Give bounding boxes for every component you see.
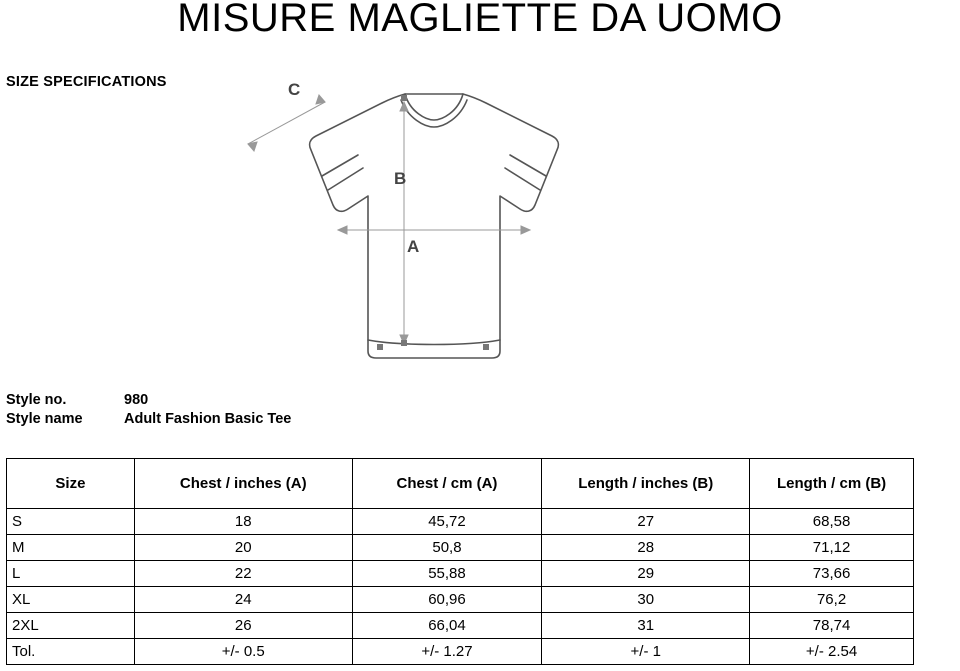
cell-length-cm: 78,74 [750, 613, 914, 639]
cell-size: XL [7, 587, 135, 613]
cell-size: 2XL [7, 613, 135, 639]
cell-size: Tol. [7, 639, 135, 665]
style-name-label: Style name [6, 411, 83, 427]
cell-chest-cm: 50,8 [352, 535, 542, 561]
table-row [7, 561, 914, 587]
cell-length-cm: 76,2 [750, 587, 914, 613]
style-number-row [6, 392, 291, 408]
cell-length-inches: 31 [542, 613, 750, 639]
size-specifications-label: SIZE SPECIFICATIONS [6, 74, 167, 90]
cell-chest-cm: 66,04 [352, 613, 542, 639]
cell-size: S [7, 509, 135, 535]
cell-chest-inches: 24 [134, 587, 352, 613]
style-number-value: 980 [124, 392, 149, 408]
style-number-label: Style no. [6, 392, 67, 408]
cell-length-inches: 28 [542, 535, 750, 561]
cell-length-inches: 30 [542, 587, 750, 613]
cell-length-inches: +/- 1 [542, 639, 750, 665]
cell-length-inches: 27 [542, 509, 750, 535]
cell-length-cm: 68,58 [750, 509, 914, 535]
diagram-label-a: A [407, 237, 420, 256]
page-title: MISURE MAGLIETTE DA UOMO [177, 0, 783, 40]
table-row [7, 587, 914, 613]
tshirt-diagram [230, 72, 610, 372]
cell-chest-inches: 18 [134, 509, 352, 535]
cell-chest-cm: 45,72 [352, 509, 542, 535]
cell-length-cm: +/- 2.54 [750, 639, 914, 665]
table-row [7, 613, 914, 639]
column-header-length-inches: Length / inches (B) [542, 459, 750, 509]
cell-chest-inches: +/- 0.5 [134, 639, 352, 665]
cell-chest-cm: 55,88 [352, 561, 542, 587]
style-info [6, 392, 291, 430]
cell-chest-inches: 26 [134, 613, 352, 639]
table-row [7, 509, 914, 535]
style-name-row [6, 411, 291, 427]
cell-length-inches: 29 [542, 561, 750, 587]
table-header-row [7, 459, 914, 509]
diagram-label-b: B [394, 169, 407, 188]
diagram-label-c: C [288, 80, 301, 99]
cell-chest-inches: 20 [134, 535, 352, 561]
cell-chest-inches: 22 [134, 561, 352, 587]
column-header-chest-inches: Chest / inches (A) [134, 459, 352, 509]
cell-chest-cm: +/- 1.27 [352, 639, 542, 665]
cell-length-cm: 73,66 [750, 561, 914, 587]
size-table [6, 458, 914, 665]
column-header-chest-cm: Chest / cm (A) [352, 459, 542, 509]
style-name-value: Adult Fashion Basic Tee [124, 411, 292, 427]
cell-size: M [7, 535, 135, 561]
table-row [7, 535, 914, 561]
column-header-length-cm: Length / cm (B) [750, 459, 914, 509]
cell-chest-cm: 60,96 [352, 587, 542, 613]
cell-length-cm: 71,12 [750, 535, 914, 561]
table-row [7, 639, 914, 665]
cell-size: L [7, 561, 135, 587]
column-header-size: Size [7, 459, 135, 509]
